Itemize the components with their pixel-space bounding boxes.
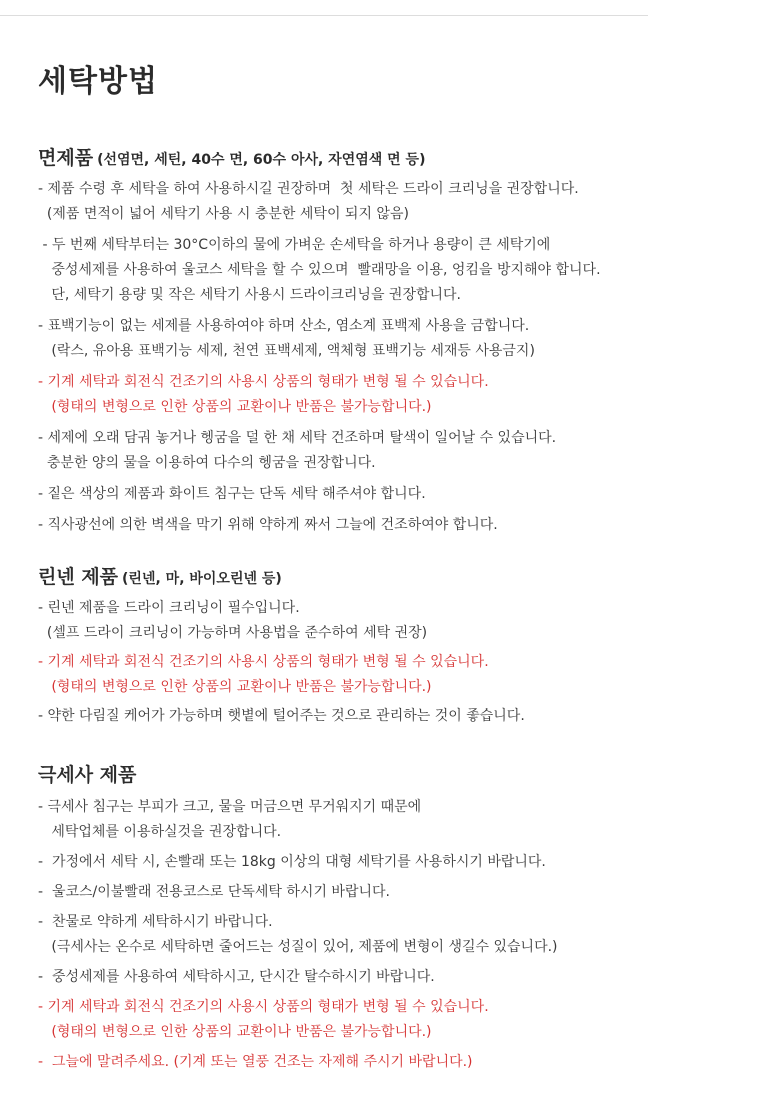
list-item bbox=[38, 482, 738, 507]
list-item bbox=[38, 596, 738, 646]
warning-item bbox=[38, 1050, 738, 1075]
item-line: - 울코스/이불빨래 전용코스로 단독세탁 하시기 바랍니다. bbox=[38, 884, 390, 900]
item-line: - 찬물로 약하게 세탁하시기 바랍니다. bbox=[38, 914, 273, 930]
list-item bbox=[38, 850, 738, 875]
item-line: (형태의 변형으로 인한 상품의 교환이나 반품은 불가능합니다.) bbox=[38, 1024, 432, 1040]
section-name: 면제품 bbox=[38, 147, 94, 169]
warning-item bbox=[38, 370, 738, 420]
item-line: - 극세사 침구는 부피가 크고, 물을 머금으면 무거워지기 때문에 bbox=[38, 799, 422, 815]
item-line: - 중성세제를 사용하여 세탁하시고, 단시간 탈수하시기 바랍니다. bbox=[38, 969, 435, 985]
top-divider bbox=[0, 15, 648, 16]
list-item bbox=[38, 910, 738, 960]
section-cotton bbox=[38, 144, 738, 538]
section-heading bbox=[38, 563, 738, 593]
item-line: (제품 면적이 넓어 세탁기 사용 시 충분한 세탁이 되지 않음) bbox=[38, 206, 409, 222]
item-line: - 그늘에 말려주세요. (기계 또는 열풍 건조는 자제해 주시기 바랍니다.) bbox=[38, 1054, 473, 1070]
item-line: - 제품 수령 후 세탁을 하여 사용하시길 권장하며 첫 세탁은 드라이 크리닝을 권장합니다. bbox=[38, 181, 579, 197]
item-line: - 직사광선에 의한 벽색을 막기 위해 약하게 짜서 그늘에 건조하여야 합니다. bbox=[38, 517, 498, 533]
page-title: 세탁방법 bbox=[38, 64, 158, 99]
list-item bbox=[38, 177, 738, 227]
section-subtitle: (린넨, 마, 바이오린넨 등) bbox=[122, 571, 282, 587]
list-item bbox=[38, 965, 738, 990]
list-item bbox=[38, 513, 738, 538]
list-item bbox=[38, 314, 738, 364]
item-line: - 린넨 제품을 드라이 크리닝이 필수입니다. bbox=[38, 600, 300, 616]
section-linen bbox=[38, 563, 738, 729]
list-item bbox=[38, 795, 738, 845]
item-line: - 세제에 오래 담궈 놓거나 헹굼을 덜 한 채 세탁 건조하며 탈색이 일어날 수 있습니다. bbox=[38, 430, 557, 446]
warning-item bbox=[38, 995, 738, 1045]
section-subtitle: (선염면, 세틴, 40수 면, 60수 아사, 자연염색 면 등) bbox=[97, 152, 426, 168]
item-line: (극세사는 온수로 세탁하면 줄어드는 성질이 있어, 제품에 변형이 생길수 있습니다.) bbox=[38, 939, 558, 955]
item-line: 단, 세탁기 용량 및 작은 세탁기 사용시 드라이크리닝을 권장합니다. bbox=[38, 287, 461, 303]
list-item bbox=[38, 704, 738, 729]
item-line: - 두 번째 세탁부터는 30°C이하의 물에 가벼운 손세탁을 하거나 용량이 큰 세탁기에 bbox=[38, 237, 551, 253]
item-line: - 표백기능이 없는 세제를 사용하여야 하며 산소, 염소계 표백제 사용을 금합니다. bbox=[38, 318, 530, 334]
item-line: (락스, 유아용 표백기능 세제, 천연 표백세제, 액체형 표백기능 세재등 사용금지) bbox=[38, 343, 535, 359]
section-name: 린넨 제품 bbox=[38, 566, 119, 588]
item-line: - 약한 다림질 케어가 가능하며 햇볕에 털어주는 것으로 관리하는 것이 좋습니다. bbox=[38, 708, 525, 724]
section-name: 극세사 제품 bbox=[38, 764, 137, 786]
list-item bbox=[38, 233, 738, 308]
item-line: (형태의 변형으로 인한 상품의 교환이나 반품은 불가능합니다.) bbox=[38, 399, 432, 415]
section-microfiber bbox=[38, 761, 738, 1075]
item-line: 중성세제를 사용하여 울코스 세탁을 할 수 있으며 빨래망을 이용, 엉킴을 방지해야 합니다. bbox=[38, 262, 601, 278]
item-line: (셀프 드라이 크리닝이 가능하며 사용법을 준수하여 세탁 권장) bbox=[38, 625, 428, 641]
item-line: - 짙은 색상의 제품과 화이트 침구는 단독 세탁 해주셔야 합니다. bbox=[38, 486, 426, 502]
list-item bbox=[38, 426, 738, 476]
section-heading bbox=[38, 144, 738, 174]
section-heading bbox=[38, 761, 738, 791]
item-line: (형태의 변형으로 인한 상품의 교환이나 반품은 불가능합니다.) bbox=[38, 679, 432, 695]
item-line: - 가정에서 세탁 시, 손빨래 또는 18kg 이상의 대형 세탁기를 사용하시기 바랍니다. bbox=[38, 854, 546, 870]
item-line: 충분한 양의 물을 이용하여 다수의 헹굼을 권장합니다. bbox=[38, 455, 376, 471]
item-line: - 기계 세탁과 회전식 건조기의 사용시 상품의 형태가 변형 될 수 있습니다. bbox=[38, 999, 489, 1015]
item-line: 세탁업체를 이용하실것을 권장합니다. bbox=[38, 824, 282, 840]
item-line: - 기계 세탁과 회전식 건조기의 사용시 상품의 형태가 변형 될 수 있습니다. bbox=[38, 654, 489, 670]
warning-item bbox=[38, 650, 738, 700]
list-item bbox=[38, 880, 738, 905]
item-line: - 기계 세탁과 회전식 건조기의 사용시 상품의 형태가 변형 될 수 있습니다. bbox=[38, 374, 489, 390]
